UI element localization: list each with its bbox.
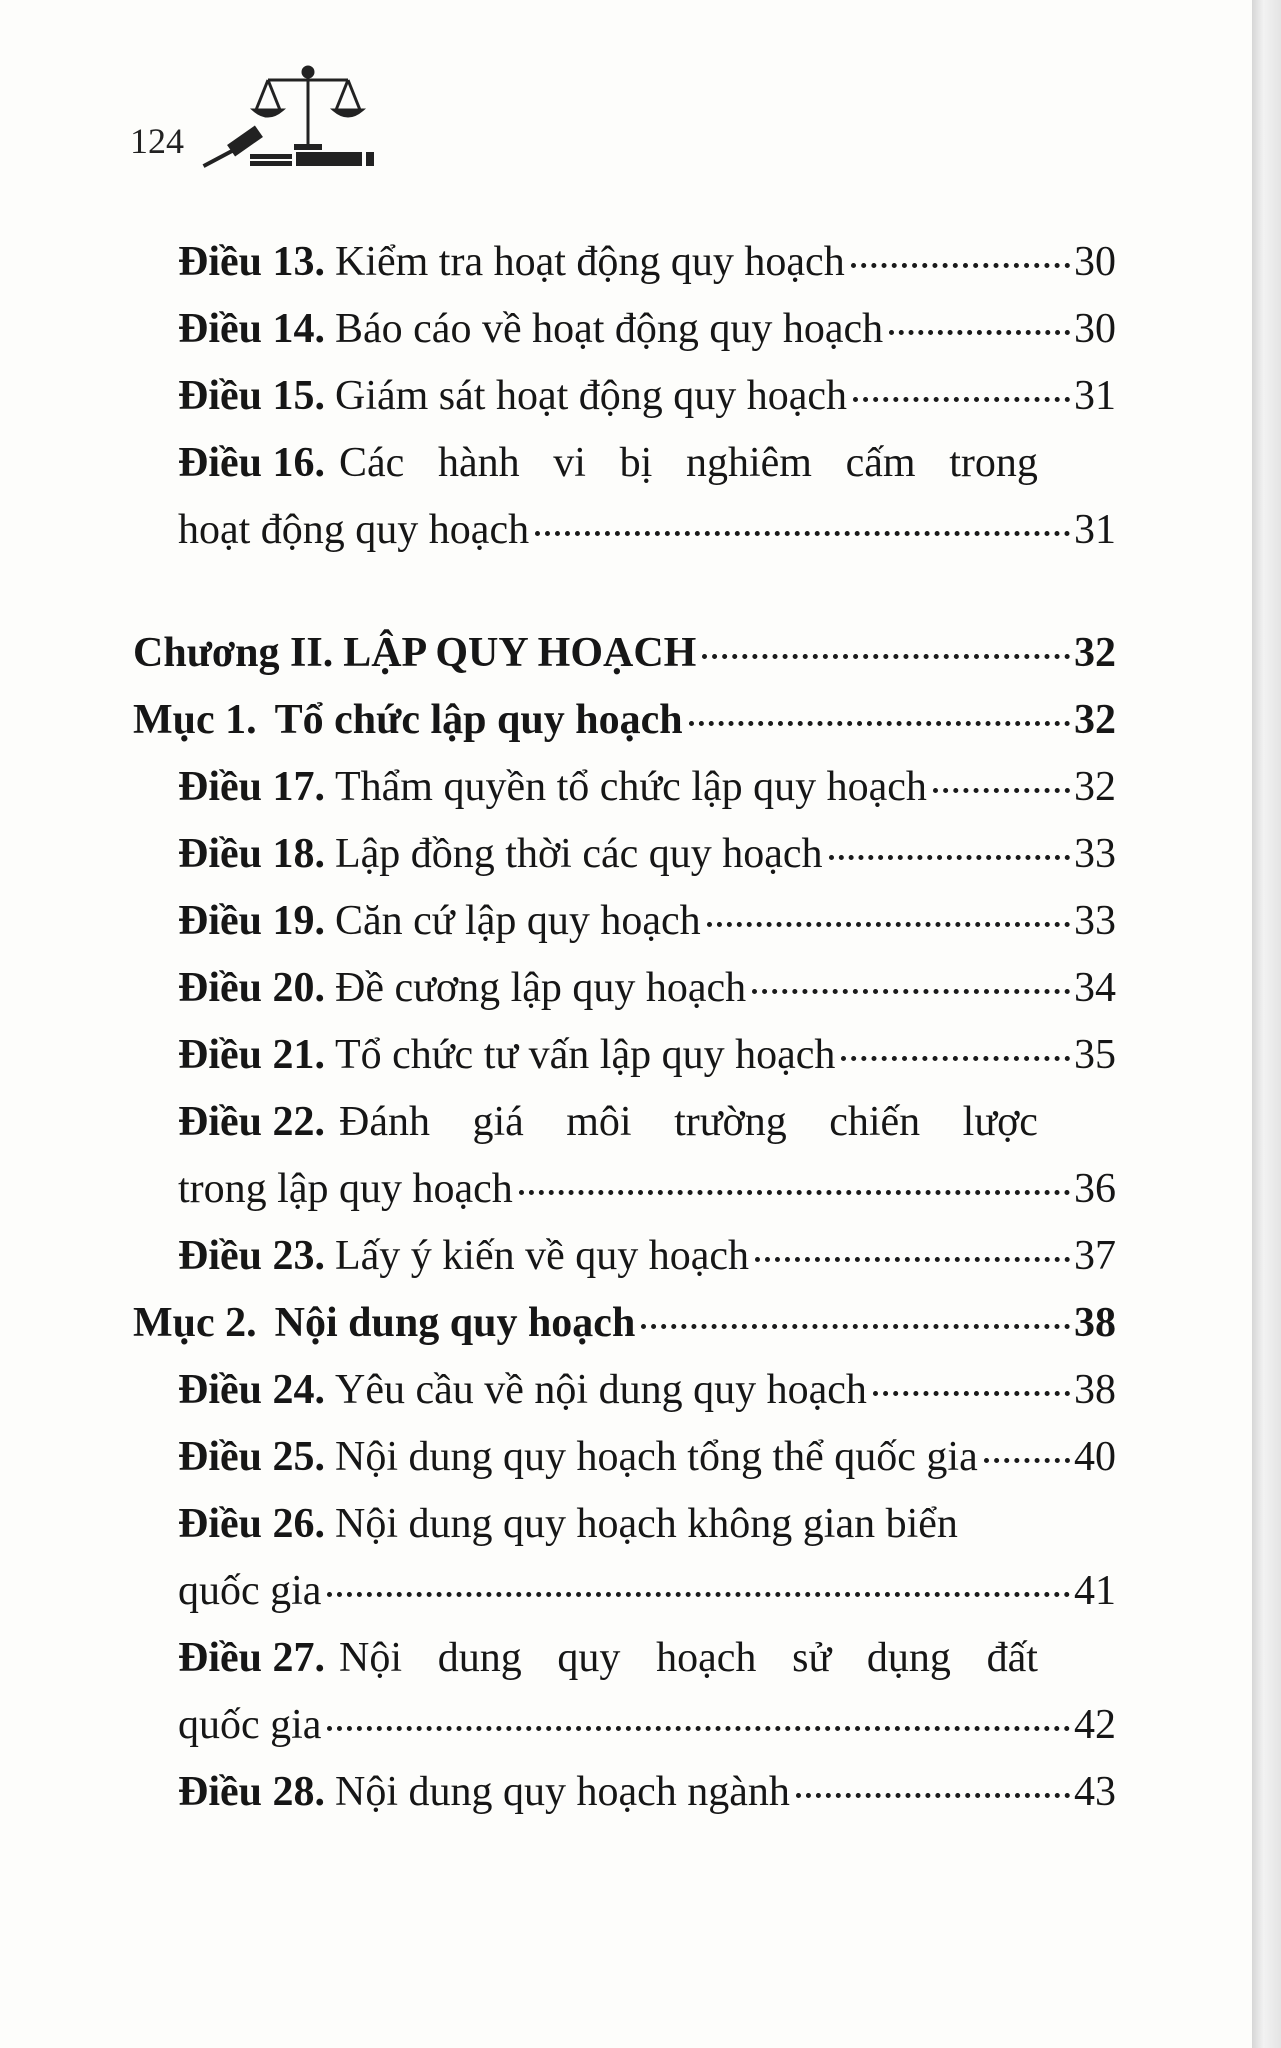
toc-entry-dieu-21[interactable] bbox=[178, 1030, 1116, 1080]
toc-entry-page: 42 bbox=[1074, 1702, 1116, 1748]
toc-entry-page: 30 bbox=[1074, 306, 1116, 352]
toc-entry-dieu-23[interactable] bbox=[178, 1231, 1116, 1281]
toc-entry-dieu-26[interactable] bbox=[178, 1499, 1038, 1549]
toc-entry-dieu-28[interactable] bbox=[178, 1767, 1116, 1817]
toc-entry-title: Nội dung quy hoạch sử dụng đất bbox=[339, 1635, 1038, 1681]
toc-entry-title: Lấy ý kiến về quy hoạch bbox=[335, 1233, 750, 1279]
toc-entry-title-cont: hoạt động quy hoạch bbox=[178, 507, 530, 553]
dot-leader bbox=[641, 1324, 1070, 1329]
toc-entry-label: Điều 22. bbox=[178, 1099, 325, 1145]
toc-entry-dieu-13[interactable] bbox=[178, 237, 1116, 287]
toc-entry-page: 32 bbox=[1074, 697, 1116, 743]
toc-entry-dieu-22[interactable] bbox=[178, 1097, 1038, 1147]
toc-entry-page: 32 bbox=[1074, 630, 1116, 676]
toc-entry-label: Điều 14. bbox=[178, 306, 325, 352]
toc-entry-dieu-25[interactable] bbox=[178, 1432, 1116, 1482]
toc-entry-dieu-19[interactable] bbox=[178, 896, 1116, 946]
toc-entry-page: 38 bbox=[1074, 1300, 1116, 1346]
dot-leader bbox=[933, 788, 1070, 793]
toc-entry-title: Lập đồng thời các quy hoạch bbox=[335, 831, 823, 877]
toc-entry-title: Tổ chức lập quy hoạch bbox=[274, 697, 683, 743]
toc-entry-title-cont: quốc gia bbox=[178, 1702, 322, 1748]
dot-leader bbox=[535, 531, 1070, 536]
toc-entry-label: Điều 23. bbox=[178, 1233, 325, 1279]
toc-entry-title: Nội dung quy hoạch tổng thể quốc gia bbox=[335, 1434, 978, 1480]
toc-entry-page: 38 bbox=[1074, 1367, 1116, 1413]
toc-entry-page: 35 bbox=[1074, 1032, 1116, 1078]
toc-entry-title-cont: quốc gia bbox=[178, 1568, 322, 1614]
dot-leader bbox=[689, 721, 1070, 726]
dot-leader bbox=[327, 1726, 1070, 1731]
toc-entry-dieu-26-cont[interactable] bbox=[178, 1566, 1116, 1616]
toc-entry-label: Điều 16. bbox=[178, 440, 325, 486]
toc-entry-title: Kiểm tra hoạt động quy hoạch bbox=[335, 239, 845, 285]
toc-entry-label: Điều 24. bbox=[178, 1367, 325, 1413]
toc-entry-label: Điều 27. bbox=[178, 1635, 325, 1681]
toc-entry-label: Điều 25. bbox=[178, 1434, 325, 1480]
dot-leader bbox=[889, 330, 1070, 335]
toc-entry-dieu-22-cont[interactable] bbox=[178, 1164, 1116, 1214]
dot-leader bbox=[984, 1458, 1070, 1463]
toc-entry-page: 34 bbox=[1074, 965, 1116, 1011]
toc-entry-title: Nội dung quy hoạch bbox=[274, 1300, 636, 1346]
dot-leader bbox=[873, 1391, 1070, 1396]
toc-entry-title: Căn cứ lập quy hoạch bbox=[335, 898, 701, 944]
page-edge bbox=[1252, 0, 1281, 2048]
toc-entry-label: Điều 18. bbox=[178, 831, 325, 877]
toc-entry-label: Điều 13. bbox=[178, 239, 325, 285]
toc-entry-page: 32 bbox=[1074, 764, 1116, 810]
toc-entry-label: Điều 26. bbox=[178, 1501, 325, 1547]
toc-entry-page: 33 bbox=[1074, 831, 1116, 877]
toc-entry-dieu-15[interactable] bbox=[178, 371, 1116, 421]
toc-entry-page: 30 bbox=[1074, 239, 1116, 285]
dot-leader bbox=[707, 922, 1070, 927]
toc-entry-page: 40 bbox=[1074, 1434, 1116, 1480]
toc-entry-page: 43 bbox=[1074, 1769, 1116, 1815]
dot-leader bbox=[755, 1257, 1070, 1262]
toc-entry-label: Điều 20. bbox=[178, 965, 325, 1011]
toc-entry-muc-2[interactable] bbox=[133, 1298, 1116, 1348]
toc-entry-title: Các hành vi bị nghiêm cấm trong bbox=[339, 440, 1038, 486]
toc-entry-label: Điều 28. bbox=[178, 1769, 325, 1815]
toc-entry-dieu-18[interactable] bbox=[178, 829, 1116, 879]
toc-entry-title: Đề cương lập quy hoạch bbox=[335, 965, 747, 1011]
toc-entry-label: Điều 15. bbox=[178, 373, 325, 419]
toc-entry-dieu-16-cont[interactable] bbox=[178, 505, 1116, 555]
toc-entry-label: Mục 1. bbox=[133, 697, 257, 743]
toc-entry-title: Nội dung quy hoạch ngành bbox=[335, 1769, 790, 1815]
toc-entry-dieu-20[interactable] bbox=[178, 963, 1116, 1013]
dot-leader bbox=[796, 1793, 1070, 1798]
dot-leader bbox=[519, 1190, 1070, 1195]
dot-leader bbox=[829, 855, 1070, 860]
toc-entry-dieu-14[interactable] bbox=[178, 304, 1116, 354]
toc-entry-label: Mục 2. bbox=[133, 1300, 257, 1346]
toc-entry-page: 33 bbox=[1074, 898, 1116, 944]
toc-entry-page: 37 bbox=[1074, 1233, 1116, 1279]
toc-entry-title: Báo cáo về hoạt động quy hoạch bbox=[335, 306, 884, 352]
toc-entry-label: Điều 19. bbox=[178, 898, 325, 944]
toc-entry-page: 31 bbox=[1074, 373, 1116, 419]
toc-entry-dieu-16[interactable] bbox=[178, 438, 1038, 488]
toc-entry-title-cont: trong lập quy hoạch bbox=[178, 1166, 513, 1212]
toc-entry-title: Thẩm quyền tổ chức lập quy hoạch bbox=[335, 764, 927, 810]
toc-entry-title: Tổ chức tư vấn lập quy hoạch bbox=[335, 1032, 836, 1078]
toc-entry-page: 31 bbox=[1074, 507, 1116, 553]
toc-entry-label: Điều 21. bbox=[178, 1032, 325, 1078]
toc-entry-title: Nội dung quy hoạch không gian biển bbox=[335, 1501, 958, 1547]
dot-leader bbox=[841, 1056, 1070, 1061]
toc-entry-title: Yêu cầu về nội dung quy hoạch bbox=[335, 1367, 867, 1413]
dot-leader bbox=[752, 989, 1070, 994]
dot-leader bbox=[327, 1592, 1070, 1597]
dot-leader bbox=[702, 654, 1070, 659]
toc-entry-dieu-27[interactable] bbox=[178, 1633, 1038, 1683]
toc-entry-label: Chương II. bbox=[133, 630, 334, 676]
toc-entry-page: 36 bbox=[1074, 1166, 1116, 1212]
toc-entry-chuong-2[interactable] bbox=[133, 628, 1116, 678]
dot-leader bbox=[851, 263, 1070, 268]
page-number: 124 bbox=[130, 121, 184, 161]
toc-entry-title: LẬP QUY HOẠCH bbox=[343, 630, 697, 676]
dot-leader bbox=[853, 397, 1070, 402]
toc-entry-title: Đánh giá môi trường chiến lược bbox=[339, 1099, 1038, 1145]
toc-entry-muc-1[interactable] bbox=[133, 695, 1116, 745]
toc-entry-label: Điều 17. bbox=[178, 764, 325, 810]
toc-entry-title: Giám sát hoạt động quy hoạch bbox=[335, 373, 848, 419]
toc-entry-dieu-27-cont[interactable] bbox=[178, 1700, 1116, 1750]
toc-entry-dieu-24[interactable] bbox=[178, 1365, 1116, 1415]
toc-entry-dieu-17[interactable] bbox=[178, 762, 1116, 812]
toc-entry-page: 41 bbox=[1074, 1568, 1116, 1614]
